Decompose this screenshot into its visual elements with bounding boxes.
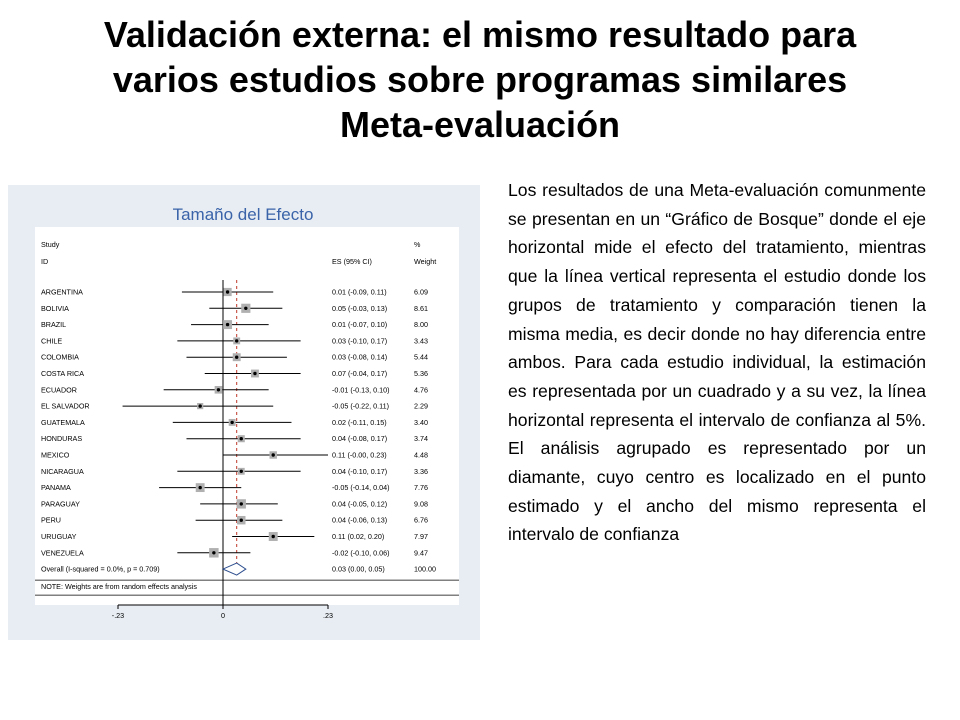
study-label: VENEZUELA [41,548,84,558]
es-ci-label: 0.03 (-0.10, 0.17) [332,336,388,346]
es-ci-label: 0.11 (0.02, 0.20) [332,532,385,541]
es-ci-label: 0.04 (-0.10, 0.17) [332,466,388,476]
weight-label: 8.61 [414,303,428,313]
overall-weight-label: 100.00 [414,564,436,574]
point-estimate [272,453,275,456]
weight-label: 2.29 [414,401,428,411]
es-ci-label: 0.04 (-0.06, 0.13) [332,515,388,525]
slide-title-line-1: Validación externa: el mismo resultado para [103,14,857,55]
point-estimate [226,290,229,293]
study-label: COLOMBIA [41,352,79,362]
x-tick-label: 0 [221,611,225,620]
point-estimate [240,437,243,440]
plot-area [35,227,459,605]
point-estimate [272,535,275,538]
weight-label: 4.48 [414,450,428,460]
header-es: ES (95% CI) [332,257,372,266]
es-ci-label: 0.01 (-0.07, 0.10) [332,320,388,330]
study-label: PANAMA [41,483,71,493]
point-estimate [217,388,220,391]
header-weight-top: % [414,240,421,249]
study-label: NICARAGUA [41,466,84,476]
slide-title [40,12,920,147]
study-label: COSTA RICA [41,369,84,378]
weight-label: 4.76 [414,385,428,395]
study-label: BRAZIL [41,320,67,330]
es-ci-label: 0.02 (-0.11, 0.15) [332,417,387,427]
weight-label: 5.44 [414,352,428,362]
es-ci-label: 0.07 (-0.04, 0.17) [332,369,388,378]
x-tick-label: -.23 [111,611,125,620]
overall-es-label: 0.03 (0.00, 0.05) [332,564,385,574]
point-estimate [235,339,238,342]
study-label: ARGENTINA [41,287,83,297]
weight-label: 3.43 [414,336,428,346]
point-estimate [198,404,201,407]
weight-label: 3.36 [414,466,428,476]
es-ci-label: 0.04 (-0.08, 0.17) [332,434,388,444]
point-estimate [226,323,229,326]
header-weight: Weight [414,257,437,266]
x-axis [112,605,333,620]
weight-label: 9.47 [414,548,428,558]
es-ci-label: 0.04 (-0.05, 0.12) [332,499,388,509]
weight-label: 8.00 [414,320,428,330]
study-label: ECUADOR [41,385,77,395]
es-ci-label: -0.05 (-0.14, 0.04) [332,483,390,493]
es-ci-label: 0.11 (-0.00, 0.23) [332,450,387,460]
study-label: BOLIVIA [41,303,69,313]
x-tick-label: .23 [323,611,333,620]
point-estimate [240,519,243,522]
weight-label: 7.76 [414,483,428,493]
weight-label: 6.09 [414,287,428,297]
es-ci-label: 0.03 (-0.08, 0.14) [332,352,388,362]
point-estimate [244,307,247,310]
study-label: PARAGUAY [41,499,80,509]
header-id: ID [41,257,49,266]
study-label: MEXICO [41,450,70,460]
study-label: URUGUAY [41,532,77,541]
weight-label: 3.40 [414,417,428,427]
study-label: GUATEMALA [41,417,85,427]
header-study: Study [41,240,60,249]
weight-label: 3.74 [414,434,428,444]
es-ci-label: 0.01 (-0.09, 0.11) [332,287,387,297]
point-estimate [240,502,243,505]
weight-label: 6.76 [414,515,428,525]
slide-title-line-2: varios estudios sobre programas similares [112,59,848,100]
description-text: Los resultados de una Meta-evaluación comunmente se presentan en un “Gráfico de Bosque” donde el eje horizontal mide el efecto del tratamiento, mientras que la línea vertical representa el estudio donde los grupos de tratamiento y comparación tienen la misma media, es decir donde no hay diferencia entre ambos. Para cada estudio individual, la estimación es representada por un cuadrado y a su vez, la línea horizontal representa el intervalo de confianza al 5%. El análisis agrupado es representado por un diamante, cuyo centro es localizado en el punto estimado y el ancho del mismo representa el intervalo de confianza [508,180,926,545]
point-estimate [240,470,243,473]
chart-title: Tamaño del Efecto [172,205,314,224]
point-estimate [253,372,256,375]
study-label: PERU [41,515,61,525]
es-ci-label: -0.05 (-0.22, 0.11) [332,401,389,411]
es-ci-label: 0.05 (-0.03, 0.13) [332,303,388,313]
weight-label: 5.36 [414,369,428,378]
overall-label: Overall (I-squared = 0.0%, p = 0.709) [41,564,160,574]
slide-title-line-3: Meta-evaluación [339,104,621,145]
forest-plot-figure [8,185,480,640]
point-estimate [230,421,233,424]
forest-plot-svg [8,185,480,640]
weight-label: 9.08 [414,499,428,509]
es-ci-label: -0.01 (-0.13, 0.10) [332,385,390,395]
weight-label: 7.97 [414,532,428,541]
study-label: EL SALVADOR [41,401,90,411]
note-text: NOTE: Weights are from random effects analysis [41,582,197,592]
point-estimate [235,356,238,359]
study-label: HONDURAS [41,434,83,444]
point-estimate [212,551,215,554]
point-estimate [198,486,201,489]
es-ci-label: -0.02 (-0.10, 0.06) [332,548,390,558]
study-label: CHILE [41,336,63,346]
